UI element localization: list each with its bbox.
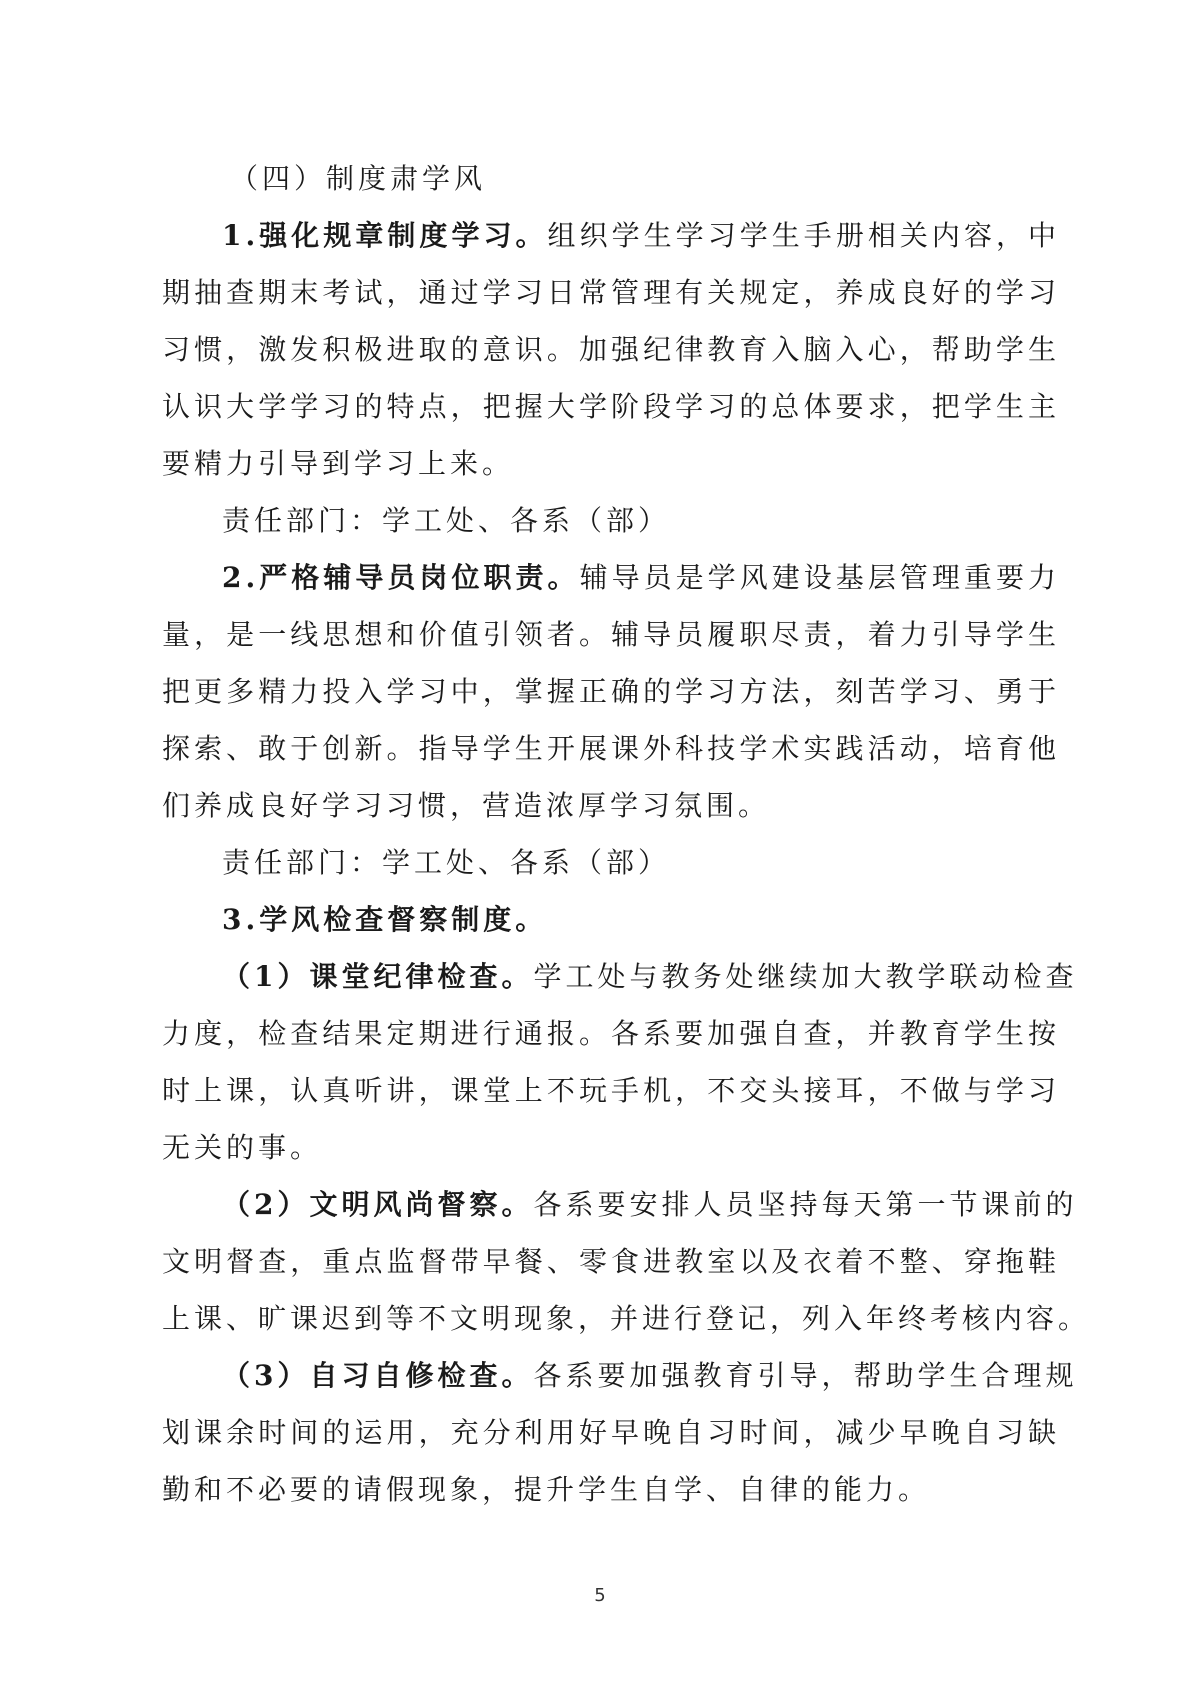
paragraph-3-3-line-3: 勤和不必要的请假现象，提升学生自学、自律的能力。 xyxy=(162,1473,931,1506)
paragraph-1-line-2: 期抽查期末考试，通过学习日常管理有关规定，养成良好的学习 xyxy=(162,276,1060,309)
paragraph-2-text: 辅导员是学风建设基层管理重要力 xyxy=(579,561,1060,594)
paragraph-3-2-line-3: 上课、旷课迟到等不文明现象，并进行登记，列入年终考核内容。 xyxy=(162,1302,1091,1335)
paragraph-2-lead: 2.严格辅导员岗位职责。 xyxy=(222,561,580,594)
paragraph-3-1-line-3: 时上课，认真听讲，课堂上不玩手机，不交头接耳，不做与学习 xyxy=(162,1074,1060,1107)
paragraph-1-line-5: 要精力引导到学习上来。 xyxy=(162,447,515,480)
document-body xyxy=(162,150,1091,1518)
section-heading-text: （四）制度肃学风 xyxy=(230,162,487,195)
paragraph-3-1-line-2: 力度，检查结果定期进行通报。各系要加强自查，并教育学生按 xyxy=(162,1017,1060,1050)
paragraph-2-line-5: 们养成良好学习习惯，营造浓厚学习氛围。 xyxy=(162,789,771,822)
paragraph-3-3-line-2: 划课余时间的运用，充分利用好早晚自习时间，减少早晚自习缺 xyxy=(162,1416,1060,1449)
paragraph-3-2-line-2: 文明督查，重点监督带早餐、零食进教室以及衣着不整、穿拖鞋 xyxy=(162,1245,1060,1278)
paragraph-3-1-text: 学工处与教务处继续加大教学联动检查 xyxy=(533,960,1078,993)
paragraph-1-line-4: 认识大学学习的特点，把握大学阶段学习的总体要求，把学生主 xyxy=(162,390,1060,423)
paragraph-3-1-line-4: 无关的事。 xyxy=(162,1131,323,1164)
paragraph-3-1-lead: （1）课堂纪律检查。 xyxy=(222,960,534,993)
paragraph-3-2-text: 各系要安排人员坚持每天第一节课前的 xyxy=(533,1188,1078,1221)
paragraph-3-2-lead: （2）文明风尚督察。 xyxy=(222,1188,534,1221)
paragraph-3-3-line-1 xyxy=(162,1347,1078,1404)
paragraph-1-responsible: 责任部门：学工处、各系（部） xyxy=(222,504,671,537)
paragraph-2-line-1 xyxy=(162,549,1060,606)
page-number: 5 xyxy=(594,1585,606,1606)
paragraph-1-lead: 1.强化规章制度学习。 xyxy=(222,219,548,252)
paragraph-3-2-line-1 xyxy=(162,1176,1078,1233)
paragraph-3-1-line-1 xyxy=(162,948,1078,1005)
paragraph-3-3-lead: （3）自习自修检查。 xyxy=(222,1359,534,1392)
paragraph-2-line-3: 把更多精力投入学习中，掌握正确的学习方法，刻苦学习、勇于 xyxy=(162,675,1060,708)
paragraph-1-line-1 xyxy=(162,207,1060,264)
paragraph-2-responsible: 责任部门：学工处、各系（部） xyxy=(222,846,671,879)
paragraph-3-heading: 3.学风检查督察制度。 xyxy=(222,903,548,936)
section-heading xyxy=(162,150,1060,207)
paragraph-2-line-2: 量，是一线思想和价值引领者。辅导员履职尽责，着力引导学生 xyxy=(162,618,1060,651)
paragraph-3-3-text: 各系要加强教育引导，帮助学生合理规 xyxy=(533,1359,1078,1392)
paragraph-1-line-3: 习惯，激发积极进取的意识。加强纪律教育入脑入心，帮助学生 xyxy=(162,333,1060,366)
paragraph-1-text: 组织学生学习学生手册相关内容，中 xyxy=(547,219,1060,252)
paragraph-2-line-4: 探索、敢于创新。指导学生开展课外科技学术实践活动，培育他 xyxy=(162,732,1060,765)
